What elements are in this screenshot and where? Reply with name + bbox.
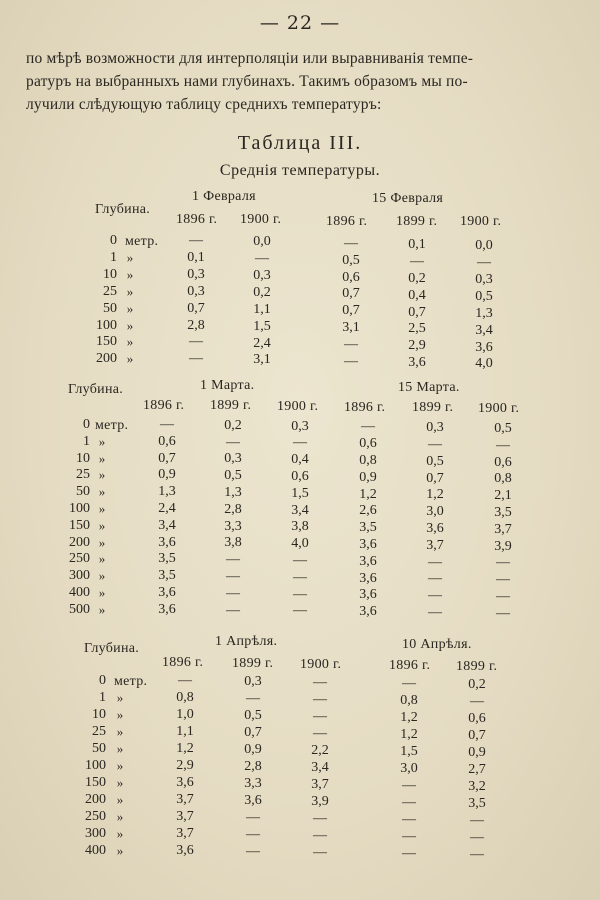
temperature-cell: — (428, 605, 442, 621)
date-header-1: 1 Февраля (192, 189, 256, 204)
temperature-cell: 0,6 (158, 433, 176, 449)
temperature-cell: 3,1 (253, 352, 271, 368)
date-header-2: 15 Марта. (398, 380, 460, 395)
year-header: 1899 г. (210, 398, 252, 413)
temperature-cell: 0,6 (468, 711, 486, 727)
depth-value: 0 (83, 417, 90, 432)
temperature-cell: — (496, 437, 510, 453)
temperature-cell: 1,5 (400, 744, 418, 760)
ditto-mark: » (116, 792, 124, 807)
ditto-mark: » (126, 351, 134, 367)
temperature-cell: — (428, 554, 442, 570)
temperature-cell: 1,3 (224, 484, 242, 500)
depth-value: 25 (76, 467, 90, 483)
temperature-cell: — (402, 812, 416, 828)
ditto-mark: » (126, 283, 134, 299)
temperature-cell: 0,7 (426, 470, 444, 486)
ditto-mark: » (116, 724, 124, 739)
temperature-cell: 3,5 (468, 796, 486, 812)
temperature-cell: — (344, 337, 358, 353)
temperature-cell: 3,1 (342, 320, 360, 336)
temperature-cell: 0,7 (468, 728, 486, 744)
table-title: Таблица III. (237, 132, 363, 154)
temperature-cell: 3,8 (291, 519, 309, 535)
temperature-cell: 0,0 (475, 238, 493, 254)
temperature-cell: 3,4 (291, 502, 309, 518)
temperature-cell: 0,5 (475, 288, 493, 304)
temperature-cell: 0,3 (244, 673, 262, 689)
temperature-cell: — (402, 829, 416, 845)
temperature-cell: 0,9 (244, 741, 262, 757)
year-header: 1899 г. (456, 659, 498, 674)
temperature-cell: — (477, 255, 491, 271)
year-header: 1899 г. (396, 214, 438, 229)
temperature-cell: — (428, 588, 442, 604)
temperature-cell: — (226, 585, 240, 601)
temperature-cell: — (313, 691, 327, 707)
temperature-cell: 0,3 (475, 271, 493, 287)
depth-unit: метр. (95, 418, 129, 433)
depth-value: 200 (96, 351, 117, 367)
temperature-cell: 3,0 (400, 761, 418, 777)
temperature-cell: 3,3 (224, 518, 242, 534)
temperature-cell: 0,5 (426, 453, 444, 469)
temperature-cell: 1,1 (253, 301, 271, 317)
temperature-cell: 0,1 (187, 249, 205, 265)
temperature-cell: 0,5 (342, 252, 360, 268)
temperature-cell: 1,3 (158, 484, 176, 500)
ditto-mark: » (126, 249, 134, 265)
temperature-cell: — (496, 555, 510, 571)
temperature-cell: 1,5 (291, 485, 309, 501)
date-header-2: 10 Апрѣля. (402, 637, 472, 652)
temperature-cell: 3,6 (359, 587, 377, 603)
temperature-cell: — (160, 417, 174, 432)
temperature-cell: — (428, 437, 442, 453)
temperature-cell: 2,8 (244, 758, 262, 774)
depth-value: 50 (92, 741, 106, 756)
temperature-cell: 2,2 (311, 742, 329, 758)
depth-value: 500 (69, 601, 90, 617)
depth-value: 0 (99, 673, 106, 688)
temperature-cell: 3,6 (408, 355, 426, 371)
depth-header: Глубина. (84, 641, 140, 656)
temperature-cell: 0,7 (408, 304, 426, 320)
temperature-cell: 3,9 (311, 793, 329, 809)
temperature-cell: 2,1 (494, 488, 512, 504)
ditto-mark: » (98, 534, 106, 550)
temperature-cell: 3,3 (244, 775, 262, 791)
temperature-cell: — (313, 810, 327, 826)
temperature-cell: 3,6 (176, 843, 194, 858)
ditto-mark: » (98, 568, 106, 584)
temperature-cell: 3,6 (158, 585, 176, 600)
ditto-mark: » (126, 317, 134, 333)
temperature-cell: 0,2 (468, 677, 486, 693)
ditto-mark: » (98, 551, 106, 567)
temperature-cell: 0,4 (408, 287, 426, 303)
temperature-cell: — (246, 826, 260, 842)
temperature-cell: 3,0 (426, 504, 444, 520)
ditto-mark: » (116, 843, 124, 858)
temperature-cell: 1,2 (426, 487, 444, 503)
temperature-cell: 0,8 (494, 471, 512, 487)
temperature-cell: — (428, 571, 442, 587)
depth-value: 50 (103, 300, 117, 316)
temperature-cell: — (293, 569, 307, 585)
temperature-cell: 3,9 (494, 538, 512, 554)
temperature-cell: 3,6 (359, 537, 377, 552)
temperature-cell: 0,3 (224, 451, 242, 467)
temperature-cell: — (313, 674, 327, 690)
temperature-cell: 0,9 (468, 745, 486, 761)
ditto-mark: » (116, 775, 124, 790)
depth-value: 100 (69, 501, 90, 516)
temperature-cell: — (226, 552, 240, 568)
ditto-mark: » (98, 501, 106, 516)
temperature-cell: — (293, 586, 307, 602)
temperature-cell: 0,3 (253, 267, 271, 283)
temperature-cell: 3,6 (158, 601, 176, 617)
temperature-cell: 0,5 (494, 421, 512, 437)
temperature-cell: 3,5 (158, 568, 176, 584)
depth-value: 10 (103, 266, 117, 282)
depth-header: Глубина. (95, 202, 151, 217)
temperature-cell: 0,0 (253, 234, 271, 250)
temperature-cell: 3,7 (176, 809, 194, 824)
ditto-mark: » (126, 266, 134, 282)
temperature-cell: — (313, 708, 327, 724)
depth-value: 250 (85, 809, 106, 824)
temperature-cell: 3,7 (494, 521, 512, 537)
temperature-cell: — (470, 694, 484, 710)
temperature-cell: 1,2 (359, 486, 377, 502)
ditto-mark: » (98, 433, 106, 449)
temperature-cell: 0,6 (342, 269, 360, 285)
temperature-cell: 3,6 (359, 570, 377, 586)
ditto-mark: » (116, 758, 124, 773)
depth-value: 10 (92, 707, 106, 722)
temperature-cell: 3,5 (359, 520, 377, 536)
temperature-cell: 3,6 (475, 339, 493, 355)
temperature-cell: 3,7 (176, 826, 194, 841)
temperature-cell: 2,8 (187, 317, 205, 333)
temperature-cell: 0,3 (426, 420, 444, 436)
temperature-cell: 3,8 (224, 535, 242, 551)
temperature-cell: 0,3 (187, 266, 205, 282)
depth-value: 200 (69, 534, 90, 550)
ditto-mark: » (126, 334, 134, 350)
temperature-cell: 2,6 (359, 503, 377, 519)
temperature-cell: 2,4 (158, 501, 176, 516)
ditto-mark: » (98, 601, 106, 617)
year-header: 1899 г. (232, 656, 274, 671)
temperature-cell: 0,7 (158, 450, 176, 466)
intro-line-1: по мѣрѣ возможности для интерполяціи или выравниванія темпе- (26, 50, 474, 67)
depth-header: Глубина. (68, 382, 124, 397)
temperature-cell: 0,6 (291, 468, 309, 484)
temperature-cell: — (313, 827, 327, 843)
temperature-cell: 1,1 (176, 724, 194, 739)
temperature-cell: 3,6 (426, 521, 444, 537)
temperature-cell: — (293, 603, 307, 619)
temperature-cell: 3,7 (311, 776, 329, 792)
temperature-cell: — (189, 334, 203, 350)
year-header: 1896 г. (176, 212, 218, 227)
temperature-cell: — (470, 847, 484, 863)
temperature-cell: 0,5 (224, 468, 242, 484)
year-header: 1900 г. (277, 399, 319, 414)
temperature-cell: 0,2 (253, 284, 271, 300)
temperature-cell: 0,6 (494, 454, 512, 470)
temperature-cell: 1,2 (176, 741, 194, 756)
date-header-2: 15 Февраля (372, 191, 444, 206)
temperature-cell: — (255, 251, 269, 267)
temperature-cell: 3,6 (359, 604, 377, 620)
intro-line-2: ратуръ на выбранныхъ нами глубинахъ. Такимъ образомъ мы по- (26, 73, 468, 90)
temperature-cell: 0,5 (244, 707, 262, 723)
temperature-cell: 2,9 (408, 338, 426, 354)
temperature-cell: 2,4 (253, 335, 271, 351)
ditto-mark: » (116, 826, 124, 841)
ditto-mark: » (116, 741, 124, 756)
temperature-cell: — (246, 843, 260, 859)
temperature-cell: — (344, 235, 358, 251)
year-header: 1899 г. (412, 400, 454, 415)
temperature-cell: 0,4 (291, 452, 309, 468)
depth-value: 150 (96, 334, 117, 350)
year-header: 1896 г. (389, 658, 431, 673)
year-header: 1900 г. (300, 657, 342, 672)
depth-value: 25 (103, 283, 117, 299)
depth-value: 400 (85, 843, 106, 858)
temperature-cell: 2,5 (408, 321, 426, 337)
temperature-cell: — (189, 351, 203, 367)
temperature-cell: — (189, 233, 203, 248)
depth-value: 150 (85, 775, 106, 790)
ditto-mark: » (98, 484, 106, 500)
ditto-mark: » (116, 809, 124, 824)
depth-value: 1 (83, 433, 90, 449)
table-subtitle: Среднія температуры. (219, 162, 381, 179)
ditto-mark: » (126, 300, 134, 316)
temperature-cell: 3,2 (468, 779, 486, 795)
temperature-cell: — (496, 589, 510, 605)
year-header: 1896 г. (162, 655, 204, 670)
temperature-cell: 4,0 (475, 356, 493, 372)
year-header: 1900 г. (478, 401, 520, 416)
depth-value: 400 (69, 585, 90, 600)
depth-value: 150 (69, 517, 90, 533)
temperature-cell: 4,0 (291, 536, 309, 552)
temperature-cell: 3,4 (475, 322, 493, 338)
temperature-cell: 1,0 (176, 707, 194, 722)
temperature-cell: — (226, 568, 240, 584)
depth-value: 250 (69, 551, 90, 567)
temperature-cell: — (402, 676, 416, 692)
temperature-cell: — (496, 605, 510, 621)
temperature-cell: 3,6 (158, 534, 176, 550)
temperature-cell: 0,3 (291, 418, 309, 434)
temperature-cell: — (246, 690, 260, 706)
temperature-cell: 0,1 (408, 236, 426, 252)
temperature-cell: 0,8 (359, 453, 377, 468)
temperature-cell: 3,7 (176, 792, 194, 807)
ditto-mark: » (98, 467, 106, 483)
depth-value: 100 (96, 317, 117, 333)
temperature-cell: — (402, 795, 416, 811)
temperature-cell: 0,9 (158, 467, 176, 483)
date-header-1: 1 Апрѣля. (215, 634, 278, 649)
temperature-cell: 1,5 (253, 318, 271, 334)
temperature-cell: 3,6 (244, 792, 262, 808)
depth-value: 25 (92, 724, 106, 739)
temperature-cell: — (361, 419, 375, 435)
depth-value: 0 (110, 233, 117, 248)
depth-value: 50 (76, 484, 90, 500)
temperature-cell: 2,8 (224, 501, 242, 517)
temperature-cell: — (470, 830, 484, 846)
temperature-cell: 0,2 (224, 417, 242, 433)
temperature-cell: 0,6 (359, 436, 377, 452)
temperature-cell: — (470, 813, 484, 829)
ditto-mark: » (98, 517, 106, 533)
year-header: 1900 г. (240, 212, 282, 227)
temperature-cell: — (313, 844, 327, 860)
temperature-cell: 3,5 (494, 505, 512, 521)
temperature-cell: 0,7 (244, 724, 262, 740)
temperature-cell: 0,3 (187, 283, 205, 299)
depth-unit: метр. (125, 234, 159, 249)
ditto-mark: » (116, 707, 124, 722)
temperature-cell: — (410, 253, 424, 269)
temperature-cell: — (293, 435, 307, 451)
temperature-cell: — (293, 552, 307, 568)
temperature-cell: 0,2 (408, 270, 426, 286)
temperature-cell: 1,2 (400, 727, 418, 743)
temperature-cell: 3,5 (158, 551, 176, 567)
temperature-cell: — (402, 846, 416, 862)
temperature-cell: 0,7 (342, 303, 360, 319)
temperature-cell: 1,2 (400, 710, 418, 726)
temperature-cell: — (344, 354, 358, 370)
temperature-cell: 1,3 (475, 305, 493, 321)
depth-value: 1 (99, 690, 106, 705)
temperature-cell: 3,6 (176, 775, 194, 790)
depth-unit: метр. (114, 674, 148, 689)
temperature-cell: — (226, 434, 240, 450)
temperature-cell: 3,4 (158, 517, 176, 533)
depth-value: 1 (110, 249, 117, 265)
intro-line-3: лучили слѣдующую таблицу среднихъ температуръ: (26, 96, 382, 113)
ditto-mark: » (98, 585, 106, 600)
ditto-mark: » (98, 450, 106, 466)
temperature-cell: 0,7 (187, 300, 205, 316)
depth-value: 300 (85, 826, 106, 841)
year-header: 1896 г. (344, 400, 386, 415)
temperature-cell: 0,8 (176, 690, 194, 705)
temperature-cell: 0,8 (400, 693, 418, 709)
temperature-cell: — (246, 809, 260, 825)
temperature-cell: — (402, 778, 416, 794)
temperature-cell: 3,4 (311, 759, 329, 775)
temperature-cell: 2,9 (176, 758, 194, 773)
temperature-cell: 2,7 (468, 762, 486, 778)
year-header: 1896 г. (326, 214, 368, 229)
page-number: — 22 — (259, 12, 341, 34)
year-header: 1896 г. (143, 398, 185, 413)
year-header: 1900 г. (460, 214, 502, 229)
depth-value: 300 (69, 568, 90, 584)
temperature-cell: 0,9 (359, 469, 377, 485)
depth-value: 100 (85, 758, 106, 773)
temperature-cell: 3,6 (359, 553, 377, 569)
temperature-cell: 3,7 (426, 537, 444, 553)
temperature-cell: — (313, 725, 327, 741)
date-header-1: 1 Марта. (200, 378, 255, 393)
depth-value: 10 (76, 450, 90, 466)
ditto-mark: » (116, 690, 124, 705)
temperature-cell: — (226, 602, 240, 618)
depth-value: 200 (85, 792, 106, 807)
temperature-cell: 0,7 (342, 286, 360, 302)
temperature-cell: — (496, 572, 510, 588)
temperature-cell: — (178, 673, 192, 688)
